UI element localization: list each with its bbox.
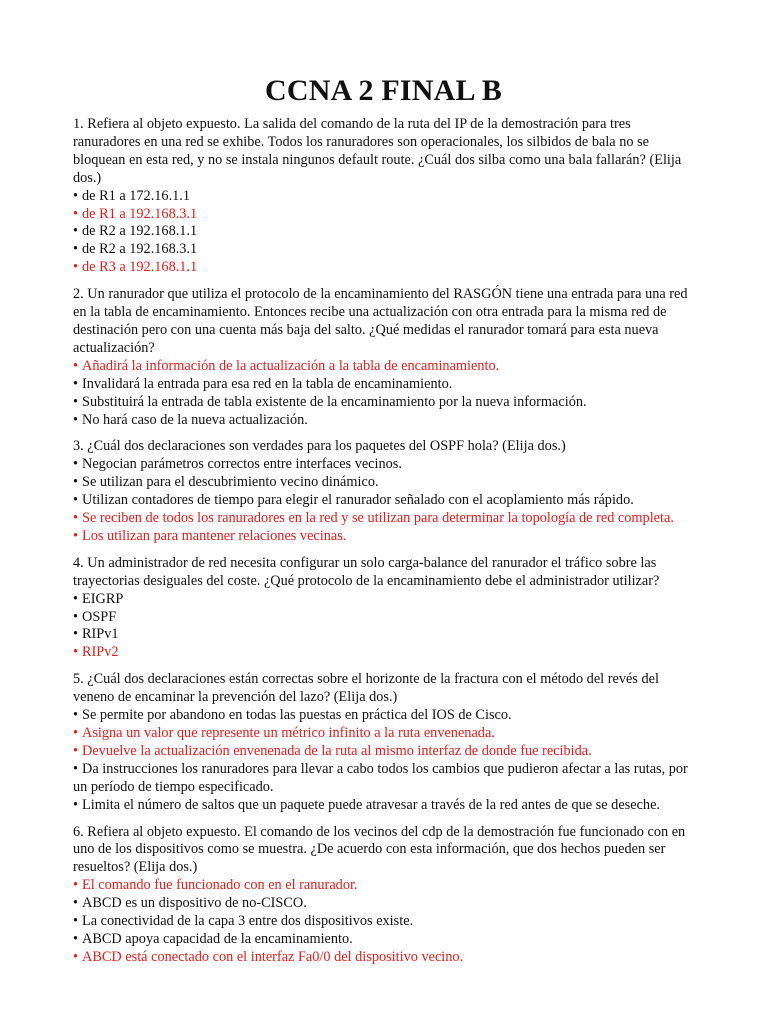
answer-option-text: Asigna un valor que represente un métrico infinito a la ruta envenenada.	[82, 725, 495, 741]
answer-option-text: OSPF	[82, 608, 117, 625]
answer-option-text: de R1 a 192.168.3.1	[82, 205, 198, 222]
bullet-icon: •	[73, 742, 79, 759]
answer-option-correct	[73, 644, 694, 662]
answer-option	[73, 797, 694, 815]
answer-option-text: de R3 a 192.168.1.1	[82, 259, 198, 276]
answer-option-text: Devuelve la actualización envenenada de la ruta al mismo interfaz de donde fue recibida.	[82, 742, 592, 759]
question-text: 6. Refiera al objeto expuesto. El comando de los vecinos del cdp de la demostración fue funcionado con en uno de los dispositivos como se muestra. ¿De acuerdo con esta información, que dos hechos pueden ser resueltos? (Elija dos.)	[73, 823, 686, 876]
answer-option-correct	[73, 725, 694, 743]
answer-option	[73, 188, 694, 206]
answer-option-correct	[73, 259, 694, 277]
answer-option-text: Añadirá la información de la actualización a la tabla de encaminamiento.	[82, 357, 500, 374]
bullet-icon: •	[73, 527, 79, 544]
bullet-icon: •	[73, 760, 79, 777]
answer-option	[73, 707, 694, 725]
answer-option	[73, 913, 694, 931]
bullet-icon: •	[73, 644, 79, 661]
bullet-icon: •	[73, 492, 79, 509]
bullet-icon: •	[73, 510, 79, 527]
question-block	[73, 286, 694, 429]
bullet-icon: •	[73, 393, 79, 410]
bullet-icon: •	[73, 626, 79, 643]
answer-option-correct	[73, 528, 694, 546]
answer-option-text: No hará caso de la nueva actualización.	[82, 411, 308, 428]
answer-option-correct	[73, 949, 694, 967]
answer-option	[73, 241, 694, 259]
answer-option-correct	[73, 206, 694, 224]
document-title: CCNA 2 FINAL B	[265, 74, 502, 107]
bullet-icon: •	[73, 930, 79, 947]
answer-option-correct	[73, 877, 694, 895]
bullet-icon: •	[73, 357, 79, 374]
bullet-icon: •	[73, 456, 79, 473]
bullet-icon: •	[73, 608, 79, 625]
question-text: 2. Un ranurador que utiliza el protocolo de la encaminamiento del RASGÓN tiene una entrada para una red en la tabla de encaminamiento. Entonces recibe una actualización con otra entrada para la misma red de destinación pero con una cuenta más baja del salto. ¿Qué medidas el ranurador tomará para esta nueva actualización?	[73, 286, 688, 356]
bullet-icon: •	[73, 725, 79, 741]
answer-option-text: RIPv1	[82, 626, 119, 643]
answer-option-text: El comando fue funcionado con en el ranurador.	[82, 877, 358, 894]
answer-option-text: RIPv2	[82, 644, 119, 661]
answer-option	[73, 609, 694, 627]
answer-option	[73, 456, 694, 474]
answer-option-text: Da instrucciones los ranuradores para llevar a cabo todos los cambios que pudieron afectar a las rutas, por un período de tiempo especificado.	[73, 760, 688, 795]
bullet-icon: •	[73, 948, 79, 965]
bullet-icon: •	[73, 796, 79, 813]
answer-option	[73, 492, 694, 510]
answer-option-text: Utilizan contadores de tiempo para elegir el ranurador señalado con el acoplamiento más rápido.	[82, 492, 634, 509]
bullet-icon: •	[73, 877, 79, 894]
answer-option-text: Se utilizan para el descubrimiento vecino dinámico.	[82, 474, 379, 491]
bullet-icon: •	[73, 187, 79, 204]
bullet-icon: •	[73, 205, 79, 222]
answer-option-text: ABCD está conectado con el interfaz Fa0/0 del dispositivo vecino.	[82, 948, 464, 965]
answer-option-text: de R2 a 192.168.3.1	[82, 241, 198, 258]
bullet-icon: •	[73, 411, 79, 428]
answer-option-text: Invalidará la entrada para esa red en la tabla de encaminamiento.	[82, 375, 453, 392]
answer-option-text: Substituirá la entrada de tabla existente de la encaminamiento por la nueva información.	[82, 393, 587, 410]
bullet-icon: •	[73, 259, 79, 276]
answer-option-correct	[73, 358, 694, 376]
question-block	[73, 555, 694, 662]
bullet-icon: •	[73, 375, 79, 392]
question-list	[73, 116, 694, 967]
answer-option	[73, 761, 694, 797]
answer-option	[73, 626, 694, 644]
answer-option-text: La conectividad de la capa 3 entre dos dispositivos existe.	[82, 913, 414, 930]
question-block	[73, 824, 694, 967]
bullet-icon: •	[73, 474, 79, 491]
answer-option-text: de R2 a 192.168.1.1	[82, 223, 198, 240]
bullet-icon: •	[73, 707, 79, 724]
answer-option-text: de R1 a 172.16.1.1	[82, 187, 191, 204]
answer-option-text: ABCD es un dispositivo de no-CISCO.	[82, 895, 307, 912]
answer-option-text: Limita el número de saltos que un paquete puede atravesar a través de la red antes de que se deseche.	[82, 796, 660, 813]
question-block	[73, 671, 694, 814]
answer-option	[73, 591, 694, 609]
question-text: 5. ¿Cuál dos declaraciones están correctas sobre el horizonte de la fractura con el método del revés del veneno de encaminar la prevención del lazo? (Elija dos.)	[73, 671, 659, 706]
question-text: 3. ¿Cuál dos declaraciones son verdades para los paquetes del OSPF hola? (Elija dos.)	[73, 438, 566, 455]
question-text: 4. Un administrador de red necesita configurar un solo carga-balance del ranurador el tráfico sobre las trayectorias desiguales del coste. ¿Qué protocolo de la encaminamiento debe el administrador utilizar?	[73, 554, 660, 589]
question-block	[73, 438, 694, 545]
question-text: 1. Refiera al objeto expuesto. La salida del comando de la ruta del IP de la demostración para tres ranuradores en una red se exhibe. Todos los ranuradores son operacionales, los silbidos de bala no se bloquean en esta red, y no se instala ningunos default route. ¿Cuál dos silba como una bala fallarán? (Elija dos.)	[73, 116, 682, 186]
answer-option	[73, 223, 694, 241]
answer-option	[73, 474, 694, 492]
answer-option	[73, 895, 694, 913]
answer-option	[73, 931, 694, 949]
answer-option-text: Negocian parámetros correctos entre interfaces vecinos.	[82, 456, 402, 473]
answer-option	[73, 376, 694, 394]
answer-option	[73, 412, 694, 430]
answer-option-correct	[73, 510, 694, 528]
answer-option-text: Se permite por abandono en todas las puestas en práctica del IOS de Cisco.	[82, 707, 512, 724]
question-block	[73, 116, 694, 277]
bullet-icon: •	[73, 223, 79, 240]
answer-option	[73, 394, 694, 412]
answer-option-text: Los utilizan para mantener relaciones vecinas.	[82, 527, 347, 544]
answer-option-text: Se reciben de todos los ranuradores en la red y se utilizan para determinar la topología de red completa.	[82, 510, 674, 527]
bullet-icon: •	[73, 895, 79, 912]
bullet-icon: •	[73, 590, 79, 607]
answer-option-text: ABCD apoya capacidad de la encaminamiento.	[82, 930, 353, 947]
bullet-icon: •	[73, 913, 79, 930]
answer-option-text: EIGRP	[82, 590, 124, 607]
bullet-icon: •	[73, 241, 79, 258]
answer-option-correct	[73, 743, 694, 761]
